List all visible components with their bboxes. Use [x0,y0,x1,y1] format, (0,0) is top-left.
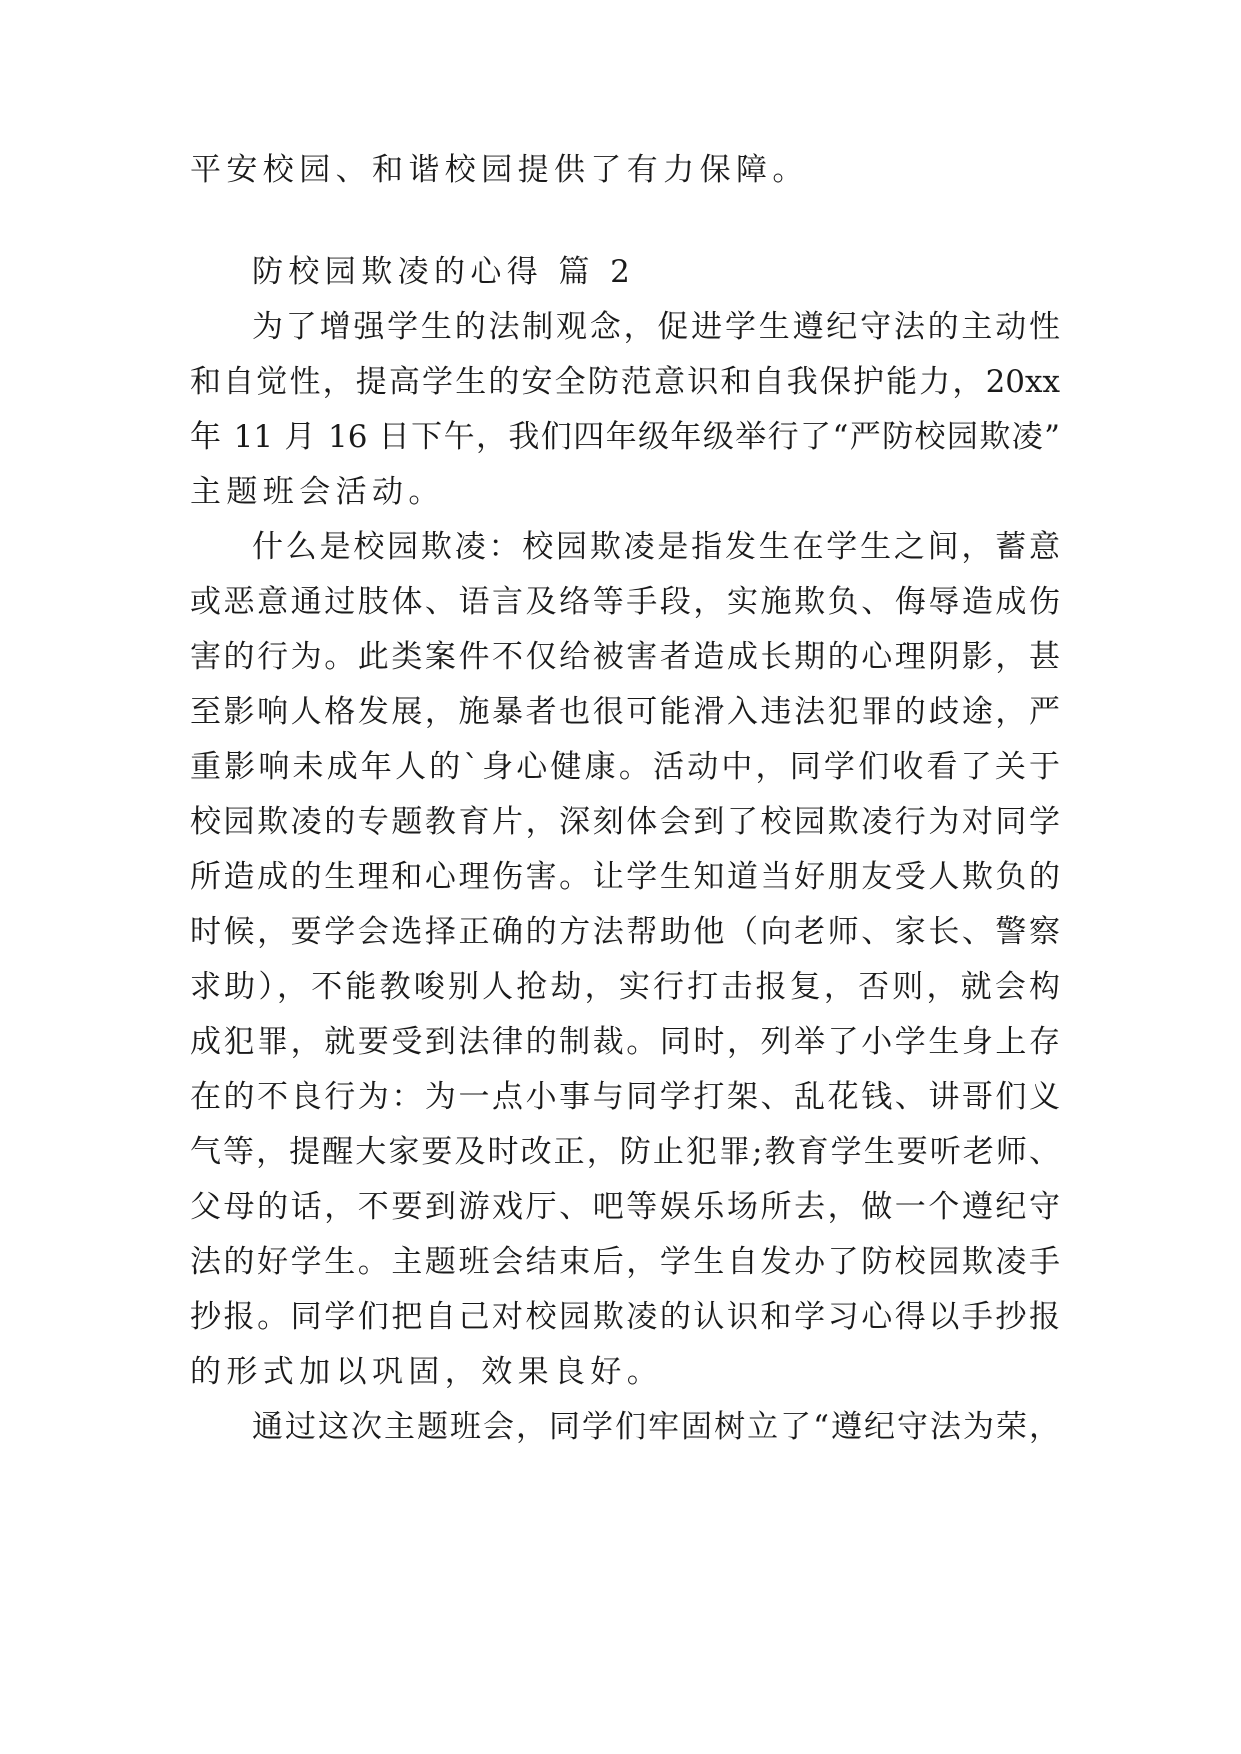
paragraph-line: 重影响未成年人的`身心健康。活动中，同学们收看了关于 [190,749,1060,785]
paragraph-line: 年 11 月 16 日下午，我们四年级年级举行了“严防校园欺凌” [190,419,1060,455]
paragraph-line: 校园欺凌的专题教育片，深刻体会到了校园欺凌行为对同学 [190,804,1060,840]
paragraph-line: 的形式加以巩固，效果良好。 [190,1354,664,1390]
paragraph-line: 为了增强学生的法制观念，促进学生遵纪守法的主动性 [252,309,1060,345]
paragraph-line: 主题班会活动。 [190,474,445,510]
paragraph-line: 平安校园、和谐校园提供了有力保障。 [190,152,809,188]
paragraph-line: 至影响人格发展，施暴者也很可能滑入违法犯罪的歧途，严 [190,694,1060,730]
paragraph-line: 通过这次主题班会，同学们牢固树立了“遵纪守法为荣， [252,1409,1060,1445]
paragraph-line: 法的好学生。主题班会结束后，学生自发办了防校园欺凌手 [190,1244,1060,1280]
paragraph-line: 所造成的生理和心理伤害。让学生知道当好朋友受人欺负的 [190,859,1060,895]
paragraph-line: 什么是校园欺凌：校园欺凌是指发生在学生之间，蓄意 [252,529,1060,565]
paragraph-line: 害的行为。此类案件不仅给被害者造成长期的心理阴影，甚 [190,639,1060,675]
paragraph-line: 时候，要学会选择正确的方法帮助他（向老师、家长、警察 [190,914,1060,950]
paragraph-line: 气等，提醒大家要及时改正，防止犯罪;教育学生要听老师、 [190,1134,1060,1170]
paragraph-line: 在的不良行为：为一点小事与同学打架、乱花钱、讲哥们义 [190,1079,1060,1115]
paragraph-line: 求助），不能教唆别人抢劫，实行打击报复，否则，就会构 [190,969,1060,1005]
paragraph-line: 成犯罪，就要受到法律的制裁。同时，列举了小学生身上存 [190,1024,1060,1060]
paragraph-line: 和自觉性，提高学生的安全防范意识和自我保护能力，20xx [190,364,1060,400]
paragraph-line: 或恶意通过肢体、语言及络等手段，实施欺负、侮辱造成伤 [190,584,1060,620]
paragraph-line: 抄报。同学们把自己对校园欺凌的认识和学习心得以手抄报 [190,1299,1060,1335]
section-heading: 防校园欺凌的心得 篇 2 [252,254,636,290]
paragraph-line: 父母的话，不要到游戏厅、吧等娱乐场所去，做一个遵纪守 [190,1189,1060,1225]
